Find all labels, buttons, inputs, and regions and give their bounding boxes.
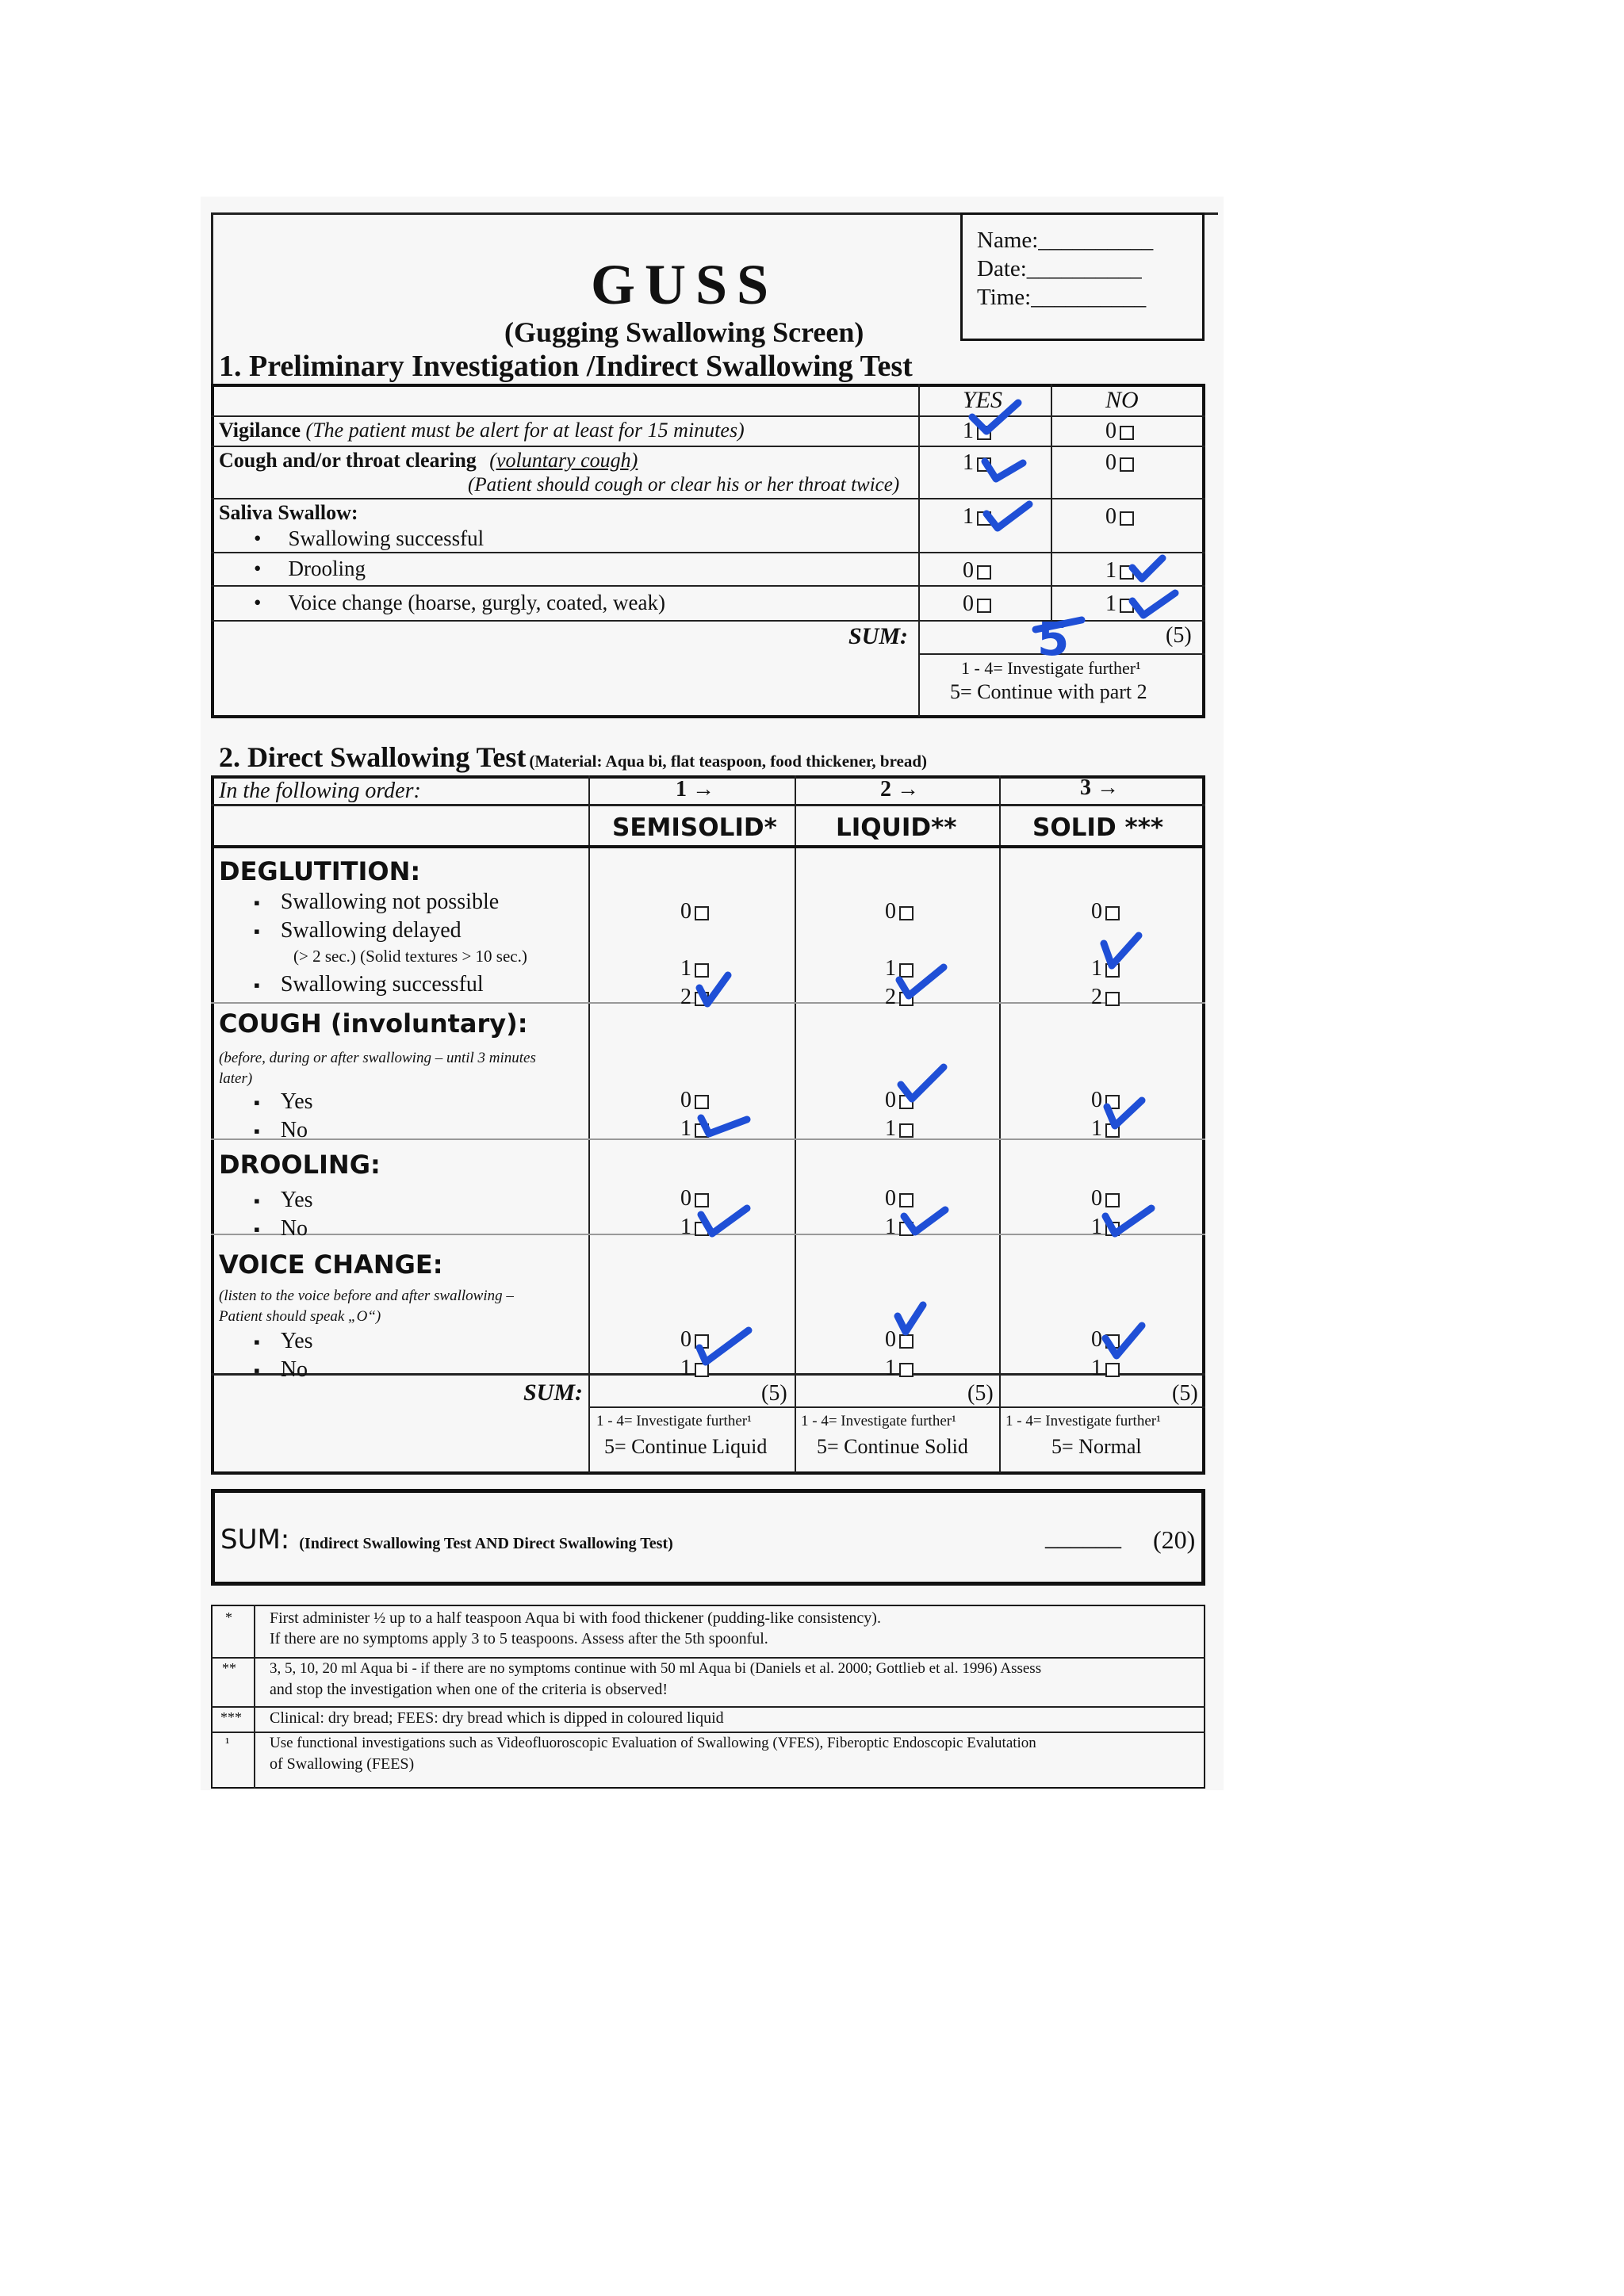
handwritten-check bbox=[896, 961, 952, 1002]
score-value: 0 bbox=[1105, 450, 1116, 475]
handwritten-check bbox=[1129, 587, 1185, 628]
checkbox[interactable] bbox=[1105, 1363, 1120, 1377]
footnote-mark: * bbox=[225, 1609, 232, 1625]
score-value: 1 bbox=[1091, 1356, 1102, 1380]
part2-col-divider bbox=[588, 775, 590, 1473]
cough-note: (before, during or after swallowing – until 3 minutes later) bbox=[219, 1050, 536, 1087]
date-field[interactable]: Date:__________ bbox=[977, 256, 1142, 281]
score-value: 1 bbox=[680, 956, 691, 981]
deg-successful: ▪ Swallowing successful bbox=[254, 972, 484, 997]
col2-order: 2 → bbox=[880, 777, 919, 802]
handwritten-check bbox=[898, 1062, 953, 1104]
total-sum-note: (Indirect Swallowing Test AND Direct Swallowing Test) bbox=[299, 1535, 673, 1552]
total-sum-max: (20) bbox=[1153, 1525, 1196, 1554]
saliva-item-voice: • Voice change (hoarse, gurgly, coated, weak) bbox=[254, 591, 665, 615]
total-sum-row bbox=[220, 1524, 673, 1556]
footnote-text: and stop the investigation when one of the criteria is observed! bbox=[270, 1681, 668, 1698]
solid-legend: 5= Normal bbox=[1051, 1435, 1142, 1458]
solid-sum-max: (5) bbox=[1172, 1381, 1198, 1406]
patient-info-box bbox=[960, 212, 1205, 341]
part2-material: (Material: Aqua bi, flat teaspoon, food thickener, bread) bbox=[529, 752, 928, 771]
footnote-text: Clinical: dry bread; FEES: dry bread which is dipped in coloured liquid bbox=[270, 1709, 724, 1727]
part2-row-line bbox=[211, 804, 1205, 806]
saliva-label: Saliva Swallow: bbox=[219, 501, 358, 524]
cough-note-2: (Patient should cough or clear his or her throat twice) bbox=[468, 474, 900, 496]
liquid-deg-0[interactable] bbox=[885, 899, 914, 924]
deg-delayed: ▪ Swallowing delayed bbox=[254, 918, 462, 943]
score-value: 0 bbox=[885, 1327, 896, 1352]
handwritten-stroke bbox=[1031, 606, 1086, 647]
score-value: 0 bbox=[963, 591, 974, 616]
liquid-cough-1[interactable] bbox=[885, 1116, 914, 1142]
semisolid-legend-top: 1 - 4= Investigate further¹ bbox=[596, 1413, 752, 1429]
part1-row-line bbox=[211, 446, 1205, 447]
score-value: 1 bbox=[680, 1356, 691, 1380]
score-value: 1 bbox=[963, 504, 974, 529]
order-label: In the following order: bbox=[219, 779, 421, 803]
part1-legend-1: 1 - 4= Investigate further¹ bbox=[961, 658, 1141, 678]
deg-delayed-note: (> 2 sec.) (Solid textures > 10 sec.) bbox=[293, 947, 527, 966]
voice-heading: VOICE CHANGE: bbox=[219, 1249, 443, 1280]
deg-not-possible: ▪ Swallowing not possible bbox=[254, 890, 499, 915]
handwritten-check bbox=[1102, 1321, 1158, 1362]
handwritten-check bbox=[698, 1107, 753, 1148]
score-value: 1 bbox=[1091, 1116, 1102, 1141]
vigilance-no-score[interactable] bbox=[1105, 419, 1134, 444]
saliva-item-successful: • Swallowing successful bbox=[254, 526, 484, 551]
checkbox[interactable] bbox=[977, 565, 991, 580]
cough-label: Cough and/or throat clearing bbox=[219, 449, 477, 472]
col-no-header: NO bbox=[1105, 387, 1139, 413]
handwritten-check bbox=[696, 1326, 752, 1367]
cough-no: ▪ No bbox=[254, 1118, 308, 1143]
part1-sum-handwritten: 5 bbox=[1037, 612, 1070, 666]
part2-heading bbox=[219, 740, 927, 774]
part1-row-line bbox=[211, 415, 1205, 417]
total-sum-label: SUM: bbox=[220, 1524, 290, 1556]
score-value: 1 bbox=[885, 1116, 896, 1141]
col-semisolid: SEMISOLID* bbox=[612, 813, 777, 842]
footnote-text: First administer ½ up to a half teaspoon Aqua bi with food thickener (pudding-like consistency). bbox=[270, 1609, 881, 1627]
handwritten-check bbox=[696, 969, 752, 1010]
cough-note: (voluntary cough) bbox=[489, 449, 638, 472]
voice-no: ▪ No bbox=[254, 1357, 308, 1383]
score-value: 0 bbox=[963, 558, 974, 583]
checkbox[interactable] bbox=[899, 906, 914, 920]
semisolid-deg-0[interactable] bbox=[680, 899, 709, 924]
drooling-heading: DROOLING: bbox=[219, 1150, 381, 1180]
col-yes-header: YES bbox=[963, 387, 1003, 413]
score-value: 1 bbox=[885, 1215, 896, 1239]
col-liquid: LIQUID** bbox=[836, 813, 957, 842]
score-value: 0 bbox=[1091, 1327, 1102, 1352]
checkbox[interactable] bbox=[1120, 457, 1134, 472]
handwritten-check bbox=[969, 396, 1025, 438]
liquid-sum-max: (5) bbox=[967, 1381, 994, 1406]
col-solid: SOLID *** bbox=[1032, 813, 1164, 842]
score-value: 0 bbox=[1105, 419, 1116, 443]
part1-heading: 1. Preliminary Investigation /Indirect Swallowing Test bbox=[219, 350, 913, 383]
cough-row bbox=[219, 449, 638, 473]
part1-col-divider-1 bbox=[918, 384, 920, 717]
semisolid-legend: 5= Continue Liquid bbox=[604, 1435, 768, 1458]
footnote-mark: *** bbox=[220, 1709, 242, 1725]
score-value: 1 bbox=[1105, 558, 1116, 583]
checkbox[interactable] bbox=[899, 1363, 914, 1377]
vigilance-note: (The patient must be alert for at least for 15 minutes) bbox=[305, 419, 745, 442]
checkbox[interactable] bbox=[1120, 426, 1134, 440]
checkbox[interactable] bbox=[1105, 992, 1120, 1006]
score-value: 1 bbox=[1105, 591, 1116, 616]
score-value: 1 bbox=[1091, 956, 1102, 981]
score-value: 0 bbox=[885, 899, 896, 924]
part2-row-line bbox=[211, 845, 1205, 848]
handwritten-check bbox=[698, 1203, 753, 1245]
checkbox[interactable] bbox=[977, 599, 991, 613]
handwritten-check bbox=[982, 450, 1037, 492]
cough-heading: COUGH (involuntary): bbox=[219, 1008, 528, 1039]
score-value: 1 bbox=[963, 419, 974, 443]
footnote-text: Use functional investigations such as Videofluoroscopic Evaluation of Swallowing (VFES), Fiberoptic Endoscopic Evalutation bbox=[270, 1735, 1036, 1751]
saliva-item-drooling: • Drooling bbox=[254, 557, 366, 581]
solid-legend-top: 1 - 4= Investigate further¹ bbox=[1005, 1413, 1161, 1429]
vigilance-row bbox=[219, 419, 745, 442]
voice-note: (listen to the voice before and after swallowing – Patient should speak „O“) bbox=[219, 1288, 514, 1325]
score-value: 0 bbox=[680, 1327, 691, 1352]
score-value: 0 bbox=[680, 1186, 691, 1211]
part1-row-line bbox=[211, 585, 1205, 587]
solid-deg-0[interactable] bbox=[1091, 899, 1120, 924]
score-value: 1 bbox=[963, 450, 974, 475]
handwritten-check bbox=[983, 499, 1039, 541]
drooling-yes: ▪ Yes bbox=[254, 1188, 313, 1213]
score-value: 0 bbox=[680, 899, 691, 924]
handwritten-check bbox=[1104, 1094, 1159, 1135]
solid-deg-2[interactable] bbox=[1091, 985, 1120, 1010]
form-title: GUSS bbox=[591, 253, 779, 316]
part2-sum-label: SUM: bbox=[523, 1380, 584, 1406]
footnote-mark: ¹ bbox=[225, 1735, 230, 1751]
footnote-text: 3, 5, 10, 20 ml Aqua bi - if there are no symptoms continue with 50 ml Aqua bi (Daniels et al. 2000; Gottlieb et al. 1996) Assess bbox=[270, 1660, 1042, 1677]
footnote-row-line bbox=[211, 1732, 1205, 1733]
cough-no-score[interactable] bbox=[1105, 450, 1134, 476]
vigilance-label: Vigilance bbox=[219, 419, 301, 442]
liquid-legend: 5= Continue Solid bbox=[817, 1435, 968, 1458]
handwritten-check bbox=[1102, 1202, 1158, 1243]
name-field[interactable]: Name:__________ bbox=[977, 228, 1154, 253]
score-value: 1 bbox=[885, 1356, 896, 1380]
score-value: 2 bbox=[885, 985, 896, 1009]
score-value: 0 bbox=[1105, 504, 1116, 529]
part1-row-line bbox=[211, 552, 1205, 553]
score-value: 1 bbox=[885, 956, 896, 981]
drooling-yes-score[interactable] bbox=[963, 558, 991, 584]
part2-col-divider bbox=[795, 775, 796, 1473]
col1-order: 1 → bbox=[676, 777, 714, 802]
part1-sum-label: SUM: bbox=[848, 623, 909, 649]
score-value: 0 bbox=[1091, 1088, 1102, 1112]
score-value: 1 bbox=[680, 1215, 691, 1239]
handwritten-check bbox=[1101, 932, 1156, 974]
semisolid-sum-max: (5) bbox=[761, 1381, 787, 1406]
cough-yes: ▪ Yes bbox=[254, 1089, 313, 1115]
score-value: 1 bbox=[680, 1116, 691, 1141]
score-value: 2 bbox=[680, 985, 691, 1009]
checkbox[interactable] bbox=[1105, 906, 1120, 920]
liquid-legend-top: 1 - 4= Investigate further¹ bbox=[801, 1413, 956, 1429]
part1-sum-max: (5) bbox=[1166, 623, 1192, 648]
part2-col-divider bbox=[999, 775, 1001, 1473]
checkbox[interactable] bbox=[1120, 511, 1134, 526]
footnote-col-divider bbox=[254, 1605, 255, 1789]
footnote-row-line bbox=[211, 1657, 1205, 1659]
score-value: 0 bbox=[1091, 1186, 1102, 1211]
voice-yes: ▪ Yes bbox=[254, 1329, 313, 1354]
score-value: 0 bbox=[885, 1088, 896, 1112]
form-subtitle: (Gugging Swallowing Screen) bbox=[504, 316, 864, 348]
footnote-mark: ** bbox=[222, 1660, 236, 1676]
footnote-row-line bbox=[211, 1706, 1205, 1708]
voice-yes-score[interactable] bbox=[963, 591, 991, 617]
part1-row-line bbox=[211, 498, 1205, 499]
part1-legend-2: 5= Continue with part 2 bbox=[950, 680, 1147, 703]
checkbox[interactable] bbox=[695, 906, 709, 920]
liquid-voice-1[interactable] bbox=[885, 1356, 914, 1381]
checkbox[interactable] bbox=[899, 1123, 914, 1138]
handwritten-check bbox=[894, 1300, 950, 1341]
part2-row-line bbox=[588, 1406, 1205, 1408]
score-value: 0 bbox=[680, 1088, 691, 1112]
score-value: 1 bbox=[1091, 1215, 1102, 1239]
score-value: 0 bbox=[885, 1186, 896, 1211]
footnote-text: If there are no symptoms apply 3 to 5 teaspoons. Assess after the 5th spoonful. bbox=[270, 1630, 768, 1647]
total-sum-blank[interactable]: ______ bbox=[1045, 1522, 1121, 1551]
time-field[interactable]: Time:__________ bbox=[977, 285, 1147, 310]
part2-title: 2. Direct Swallowing Test bbox=[219, 741, 527, 773]
drooling-no: ▪ No bbox=[254, 1216, 308, 1242]
col3-order: 3 → bbox=[1080, 775, 1119, 800]
score-value: 2 bbox=[1091, 985, 1102, 1009]
deglutition-heading: DEGLUTITION: bbox=[219, 856, 421, 886]
saliva-no-score[interactable] bbox=[1105, 504, 1134, 530]
footnote-text: of Swallowing (FEES) bbox=[270, 1755, 415, 1773]
handwritten-check bbox=[901, 1202, 956, 1243]
score-value: 0 bbox=[1091, 899, 1102, 924]
